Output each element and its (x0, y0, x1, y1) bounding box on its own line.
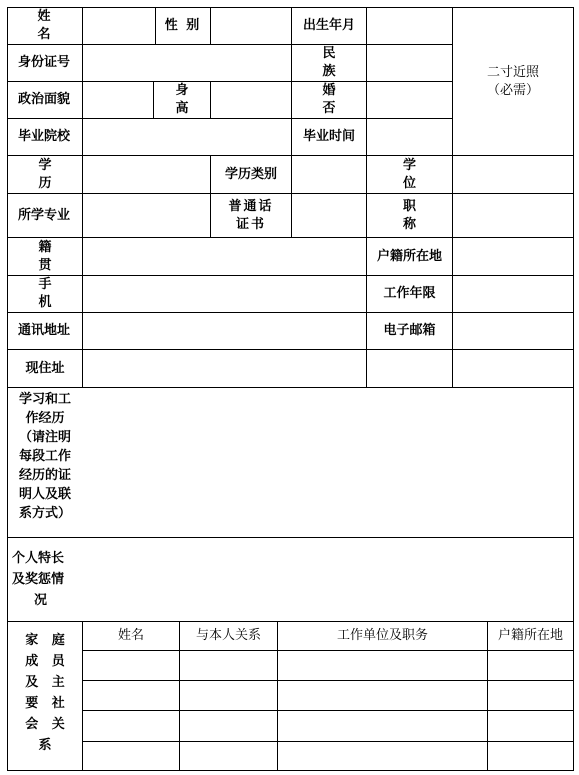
current-address-extra-1[interactable] (367, 350, 452, 387)
family-row-3-employer[interactable] (278, 711, 487, 741)
work-years-field[interactable] (453, 276, 573, 312)
family-line: 及 主 (25, 675, 65, 690)
family-row-1-relation[interactable] (180, 651, 277, 680)
family-header-employer: 工作单位及职务 (336, 628, 428, 643)
hukou-field[interactable] (453, 238, 573, 275)
family-header-hukou: 户籍所在地 (497, 628, 563, 643)
family-row-3-hukou[interactable] (488, 711, 573, 741)
title-field[interactable] (453, 194, 573, 237)
phone-label: 手 机 (38, 277, 70, 310)
native-field[interactable] (83, 238, 366, 275)
grad-time-label: 毕业时间 (302, 129, 355, 144)
specialty-line: 及奖惩情 (12, 572, 65, 587)
family-row-1-employer[interactable] (278, 651, 487, 680)
family-line: 系 (38, 738, 52, 753)
id-label: 身份证号 (18, 55, 71, 70)
family-row-2-relation[interactable] (180, 681, 277, 710)
specialty-label (8, 538, 82, 621)
marital-label: 婚 否 (322, 83, 354, 116)
ethnicity-field[interactable] (367, 45, 452, 81)
history-line: 经历的证 (18, 468, 71, 483)
family-row-3-relation[interactable] (180, 711, 277, 741)
title-label: 职 称 (402, 198, 438, 232)
family-header-relation: 与本人关系 (195, 628, 261, 643)
politics-label: 政治面貌 (18, 92, 71, 107)
family-line: 成 员 (25, 654, 65, 669)
family-header-name: 姓名 (117, 628, 144, 643)
history-line: 明人及联 (18, 487, 71, 502)
email-label: 电子邮箱 (383, 323, 436, 338)
edu-type-label: 学历类别 (224, 166, 277, 182)
id-field[interactable] (83, 45, 291, 81)
family-row-3-name[interactable] (83, 711, 179, 741)
history-line: 学习和工 (18, 392, 71, 407)
history-line: 作经历 (25, 411, 65, 426)
height-field[interactable] (211, 82, 291, 118)
family-row-4-name[interactable] (83, 742, 179, 770)
mandarin-label: 普通话 证书 (228, 198, 274, 232)
specialty-line: 个人特长 (12, 551, 65, 566)
native-label: 籍 贯 (38, 239, 70, 273)
history-line: 系方式） (18, 506, 71, 521)
specialty-field[interactable] (83, 538, 573, 621)
family-line: 会 关 (25, 717, 65, 732)
education-field[interactable] (83, 156, 210, 193)
education-label: 学 历 (38, 157, 78, 191)
height-label: 身 高 (175, 83, 201, 116)
photo-line2: （必需） (486, 82, 539, 98)
degree-field[interactable] (453, 156, 573, 193)
degree-label: 学 位 (402, 157, 438, 191)
family-row-2-name[interactable] (83, 681, 179, 710)
major-label: 所学专业 (18, 207, 71, 223)
history-field[interactable] (83, 388, 573, 537)
current-address-label: 现住址 (25, 360, 65, 376)
edu-type-field[interactable] (292, 156, 366, 193)
name-label: 姓 名 (37, 9, 67, 42)
marital-field[interactable] (367, 82, 452, 118)
family-row-2-employer[interactable] (278, 681, 487, 710)
politics-field[interactable] (83, 82, 153, 118)
school-label: 毕业院校 (18, 129, 71, 144)
phone-field[interactable] (83, 276, 366, 312)
history-label (8, 388, 82, 537)
gender-field[interactable] (211, 8, 291, 44)
birth-label: 出生年月 (302, 18, 355, 33)
photo-line1: 二寸近照 (486, 64, 539, 80)
mandarin-field[interactable] (292, 194, 366, 237)
family-label (8, 630, 82, 770)
school-field[interactable] (83, 119, 291, 155)
address-field[interactable] (83, 313, 366, 349)
photo-placeholder[interactable] (453, 8, 573, 155)
family-line: 家 庭 (25, 633, 65, 648)
family-row-4-relation[interactable] (180, 742, 277, 770)
family-row-2-hukou[interactable] (488, 681, 573, 710)
work-years-label: 工作年限 (383, 286, 436, 301)
birth-field[interactable] (367, 8, 452, 44)
family-row-1-hukou[interactable] (488, 651, 573, 680)
history-line: （请注明 (18, 430, 71, 445)
grad-time-field[interactable] (367, 119, 452, 155)
family-row-1-name[interactable] (83, 651, 179, 680)
history-line: 每段工作 (18, 449, 71, 464)
current-address-field[interactable] (83, 350, 366, 387)
hukou-label: 户籍所在地 (376, 248, 442, 264)
current-address-extra-2[interactable] (453, 350, 573, 387)
specialty-line: 况 (34, 593, 48, 608)
gender-label: 性 别 (164, 18, 202, 33)
family-line: 要 社 (25, 696, 65, 711)
family-row-4-hukou[interactable] (488, 742, 573, 770)
ethnicity-label: 民 族 (322, 46, 354, 79)
name-field[interactable] (83, 8, 155, 44)
family-row-4-employer[interactable] (278, 742, 487, 770)
email-field[interactable] (453, 313, 573, 349)
address-label: 通讯地址 (18, 323, 71, 338)
major-field[interactable] (83, 194, 210, 237)
